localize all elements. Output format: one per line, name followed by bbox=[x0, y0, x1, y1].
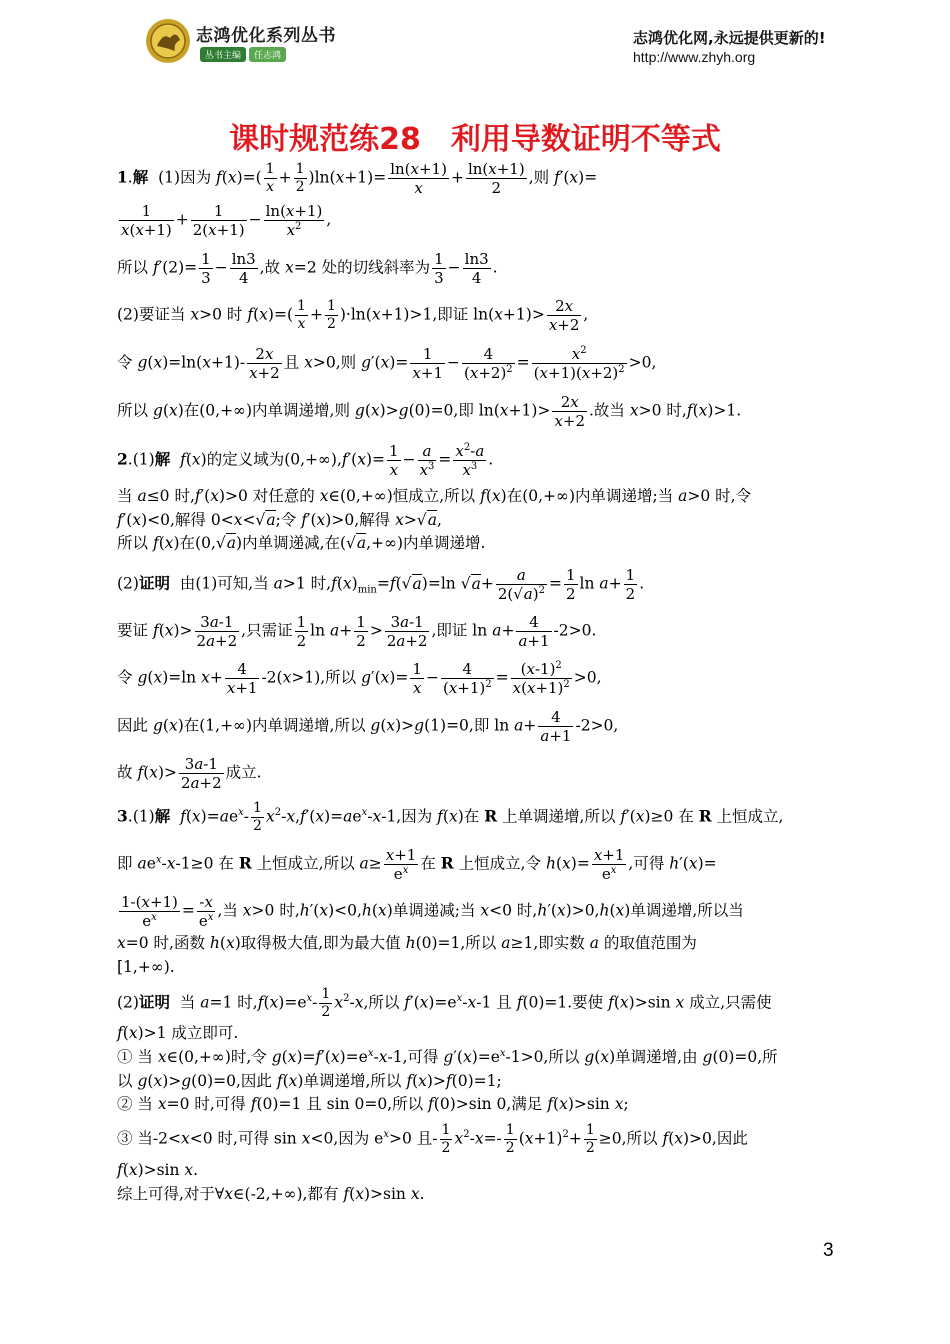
problem-3-line-3: $\frac{1-(x+1)}{e^x}$ = $\frac{-x}{e^x}$ ,当 x>0 时,h′(x)<0,h(x)单调递减;当 x<0 时,h′(x)>0,h(x)单调递增,所以当 bbox=[121, 893, 744, 930]
problem-1-line-3: 所以 f′(2)= $\frac{1}{3}$ − $\frac{\ln 3}{4}$ ,故 x=2 处的切线斜率为 $\frac{1}{3}$ − $\frac{\ln 3}{4}$ . bbox=[117, 250, 498, 287]
problem-3-line-8: ① 当 x∈(0,+∞)时,令 $g(x)=f'(x)=e^x-x-1$,可得 $g'(x)=e^x-1>0$,所以 g(x)单调递增,由 g(0)=0,所 bbox=[117, 1048, 778, 1067]
page-title: 课时规范练28 利用导数证明不等式 bbox=[229, 122, 721, 157]
problem-2-line-1: 2.(1)解 f(x)的定义域为(0,+∞),f′(x)= $\frac{1}{x}$ − $\frac{a}{x^3}$ = $\frac{x^2-a}{x^3}$ . bbox=[117, 442, 494, 479]
problem-3-line-2: 即 $ae^x-x-1\ge 0$ 在 R 上恒成立,所以 a≥ $\frac{x+1}{e^x}$ 在 R 上恒成立,令 h(x)= $\frac{x+1}{e^x}$ ,可得 h′(x)= bbox=[117, 846, 717, 883]
problem-3-line-9: 以 g(x)>g(0)=0,因此 f(x)单调递增,所以 f(x)>f(0)=1; bbox=[117, 1072, 502, 1090]
part-label: (2) bbox=[117, 993, 139, 1012]
problem-3-line-12: f(x)>sin x. bbox=[117, 1161, 199, 1179]
part-label: (1) bbox=[132, 450, 155, 469]
solution-label: 解 bbox=[154, 449, 171, 469]
site-slogan: 志鸿优化网,永远提供更新的! bbox=[633, 29, 826, 47]
problem-3-line-10: ② 当 x=0 时,可得 f(0)=1 且 sin 0=0,所以 f(0)>sin 0,满足 f(x)>sin x; bbox=[117, 1095, 629, 1113]
zhihong-logo-icon bbox=[145, 18, 191, 64]
problem-1-line-5: 令 g(x)=ln(x+1)- $\frac{2x}{x+2}$ 且 x>0,则 g′(x)= $\frac{1}{x+1}$ − $\frac{4}{(x+2)^2}$ = $\frac{x^2}{(x+1)(x+2)^2}$ >0, bbox=[117, 345, 657, 382]
editor-row bbox=[200, 47, 286, 62]
editor-label: 丛书主编 bbox=[200, 47, 246, 62]
editor-name: 任志鸿 bbox=[249, 47, 286, 62]
problem-2-line-3: f′(x)<0,解得 0<x<√a;令 f′(x)>0,解得 x>√a, bbox=[117, 511, 442, 529]
problem-2-line-7: 令 g(x)=ln x+ $\frac{4}{x+1}$ -2(x>1),所以 g′(x)= $\frac{1}{x}$ − $\frac{4}{(x+1)^2}$ = $\frac{(x-1)^2}{x(x+1)^2}$ >0, bbox=[117, 660, 602, 697]
problem-3-line-6: (2)证明 当 a=1 时$,f(x)=e^x-$ $\frac{1}{2}$ $x^2-x$,所以 $f'(x)=e^x-x-1$ 且 f(0)=1.要使 f(x)>sin x 成立,只需使 bbox=[117, 986, 772, 1020]
problem-3-line-5: [1,+∞). bbox=[117, 958, 175, 976]
problem-2-line-8: 因此 g(x)在(1,+∞)内单调递增,所以 g(x)>g(1)=0,即 ln a+ $\frac{4}{a+1}$ -2>0, bbox=[117, 708, 619, 745]
problem-2-line-5: (2)证明 由(1)可知,当 a>1 时$,f(x)_{min}=f(√a)=\ln$ √a+ $\frac{a}{2(√a)^2}$ = $\frac{1}{2}$ ln a+ $\frac{1}{2}$ . bbox=[117, 566, 645, 603]
page-header bbox=[0, 0, 950, 90]
problem-3-line-13: 综上可得,对于∀x∈(-2,+∞),都有 f(x)>sin x. bbox=[117, 1185, 425, 1203]
problem-1-line-2: $\frac{1}{x(x+1)}$ + $\frac{1}{2(x+1)}$ − $\frac{\ln(x+1)}{x^2}$ , bbox=[121, 202, 332, 239]
problem-3-line-11: ③ 当-2<x<0 时,可得 sin x<0,因为 $e^x>0$ 且- $\frac{1}{2}$ $x^2-x=-$ $\frac{1}{2}$ $(x+1)^2+$ $\frac{1}{2}$ ≥0,所以 f(x)>0,因此 bbox=[117, 1122, 748, 1156]
problem-2-line-4: 所以 f(x)在(0,√a)内单调递减,在(√a,+∞)内单调递增. bbox=[117, 534, 486, 552]
problem-3-line-4: x=0 时,函数 h(x)取得极大值,即为最大值 h(0)=1,所以 a≥1,即实数 a 的取值范围为 bbox=[117, 934, 697, 952]
site-url-link[interactable]: http://www.zhyh.org bbox=[633, 49, 756, 65]
problem-2-number: 2 bbox=[117, 449, 128, 469]
problem-1-line-1: 1.解 (1)因为 f(x)=( $\frac{1}{x}$ + $\frac{1}{2}$ )ln(x+1)= $\frac{\ln(x+1)}{x}$ + $\frac{\ln(x+1)}{2}$ ,则 f′(x)= bbox=[117, 160, 598, 197]
problem-2-line-9: 故 f(x)> $\frac{3a-1}{2a+2}$ 成立. bbox=[117, 755, 262, 792]
part-label: (2) bbox=[117, 305, 139, 324]
part-label: (2) bbox=[117, 574, 139, 593]
part-label: (1) bbox=[158, 168, 181, 187]
solution-label: 解 bbox=[132, 167, 149, 187]
page-number: 3 bbox=[823, 1240, 834, 1261]
proof-label: 证明 bbox=[138, 992, 170, 1012]
problem-1-line-6: 所以 g(x)在(0,+∞)内单调递增,则 g(x)>g(0)=0,即 ln(x+1)> $\frac{2x}{x+2}$ .故当 x>0 时,f(x)>1. bbox=[117, 393, 742, 430]
proof-label: 证明 bbox=[138, 573, 170, 593]
solution-label: 解 bbox=[154, 806, 171, 826]
problem-3-line-1: 3.(1)解 $f(x)=ae^x-$ $\frac{1}{2}$ $x^2-x,f'(x)=ae^x-x-1$,因为 f(x)在 R 上单调递增,所以 f′(x)≥0 在 R 上恒成立, bbox=[117, 800, 784, 834]
problem-1-number: 1 bbox=[117, 167, 128, 187]
problem-1-line-4: (2)要证当 x>0 时 f(x)=( $\frac{1}{x}$ + $\frac{1}{2}$ )·ln(x+1)>1,即证 ln(x+1)> $\frac{2x}{x+2}$ , bbox=[117, 297, 589, 334]
part-label: (1) bbox=[132, 807, 155, 826]
problem-3-number: 3 bbox=[117, 806, 128, 826]
problem-2-line-6: 要证 f(x)> $\frac{3a-1}{2a+2}$ ,只需证 $\frac{1}{2}$ ln a+ $\frac{1}{2}$ > $\frac{3a-1}{2a+2}$ ,即证 ln a+ $\frac{4}{a+1}$ -2>0. bbox=[117, 613, 597, 650]
series-name: 志鸿优化系列丛书 bbox=[196, 26, 336, 46]
problem-2-line-2: 当 a≤0 时,f′(x)>0 对任意的 x∈(0,+∞)恒成立,所以 f(x)在(0,+∞)内单调递增;当 a>0 时,令 bbox=[117, 487, 752, 505]
problem-3-line-7: f(x)>1 成立即可. bbox=[117, 1024, 239, 1042]
